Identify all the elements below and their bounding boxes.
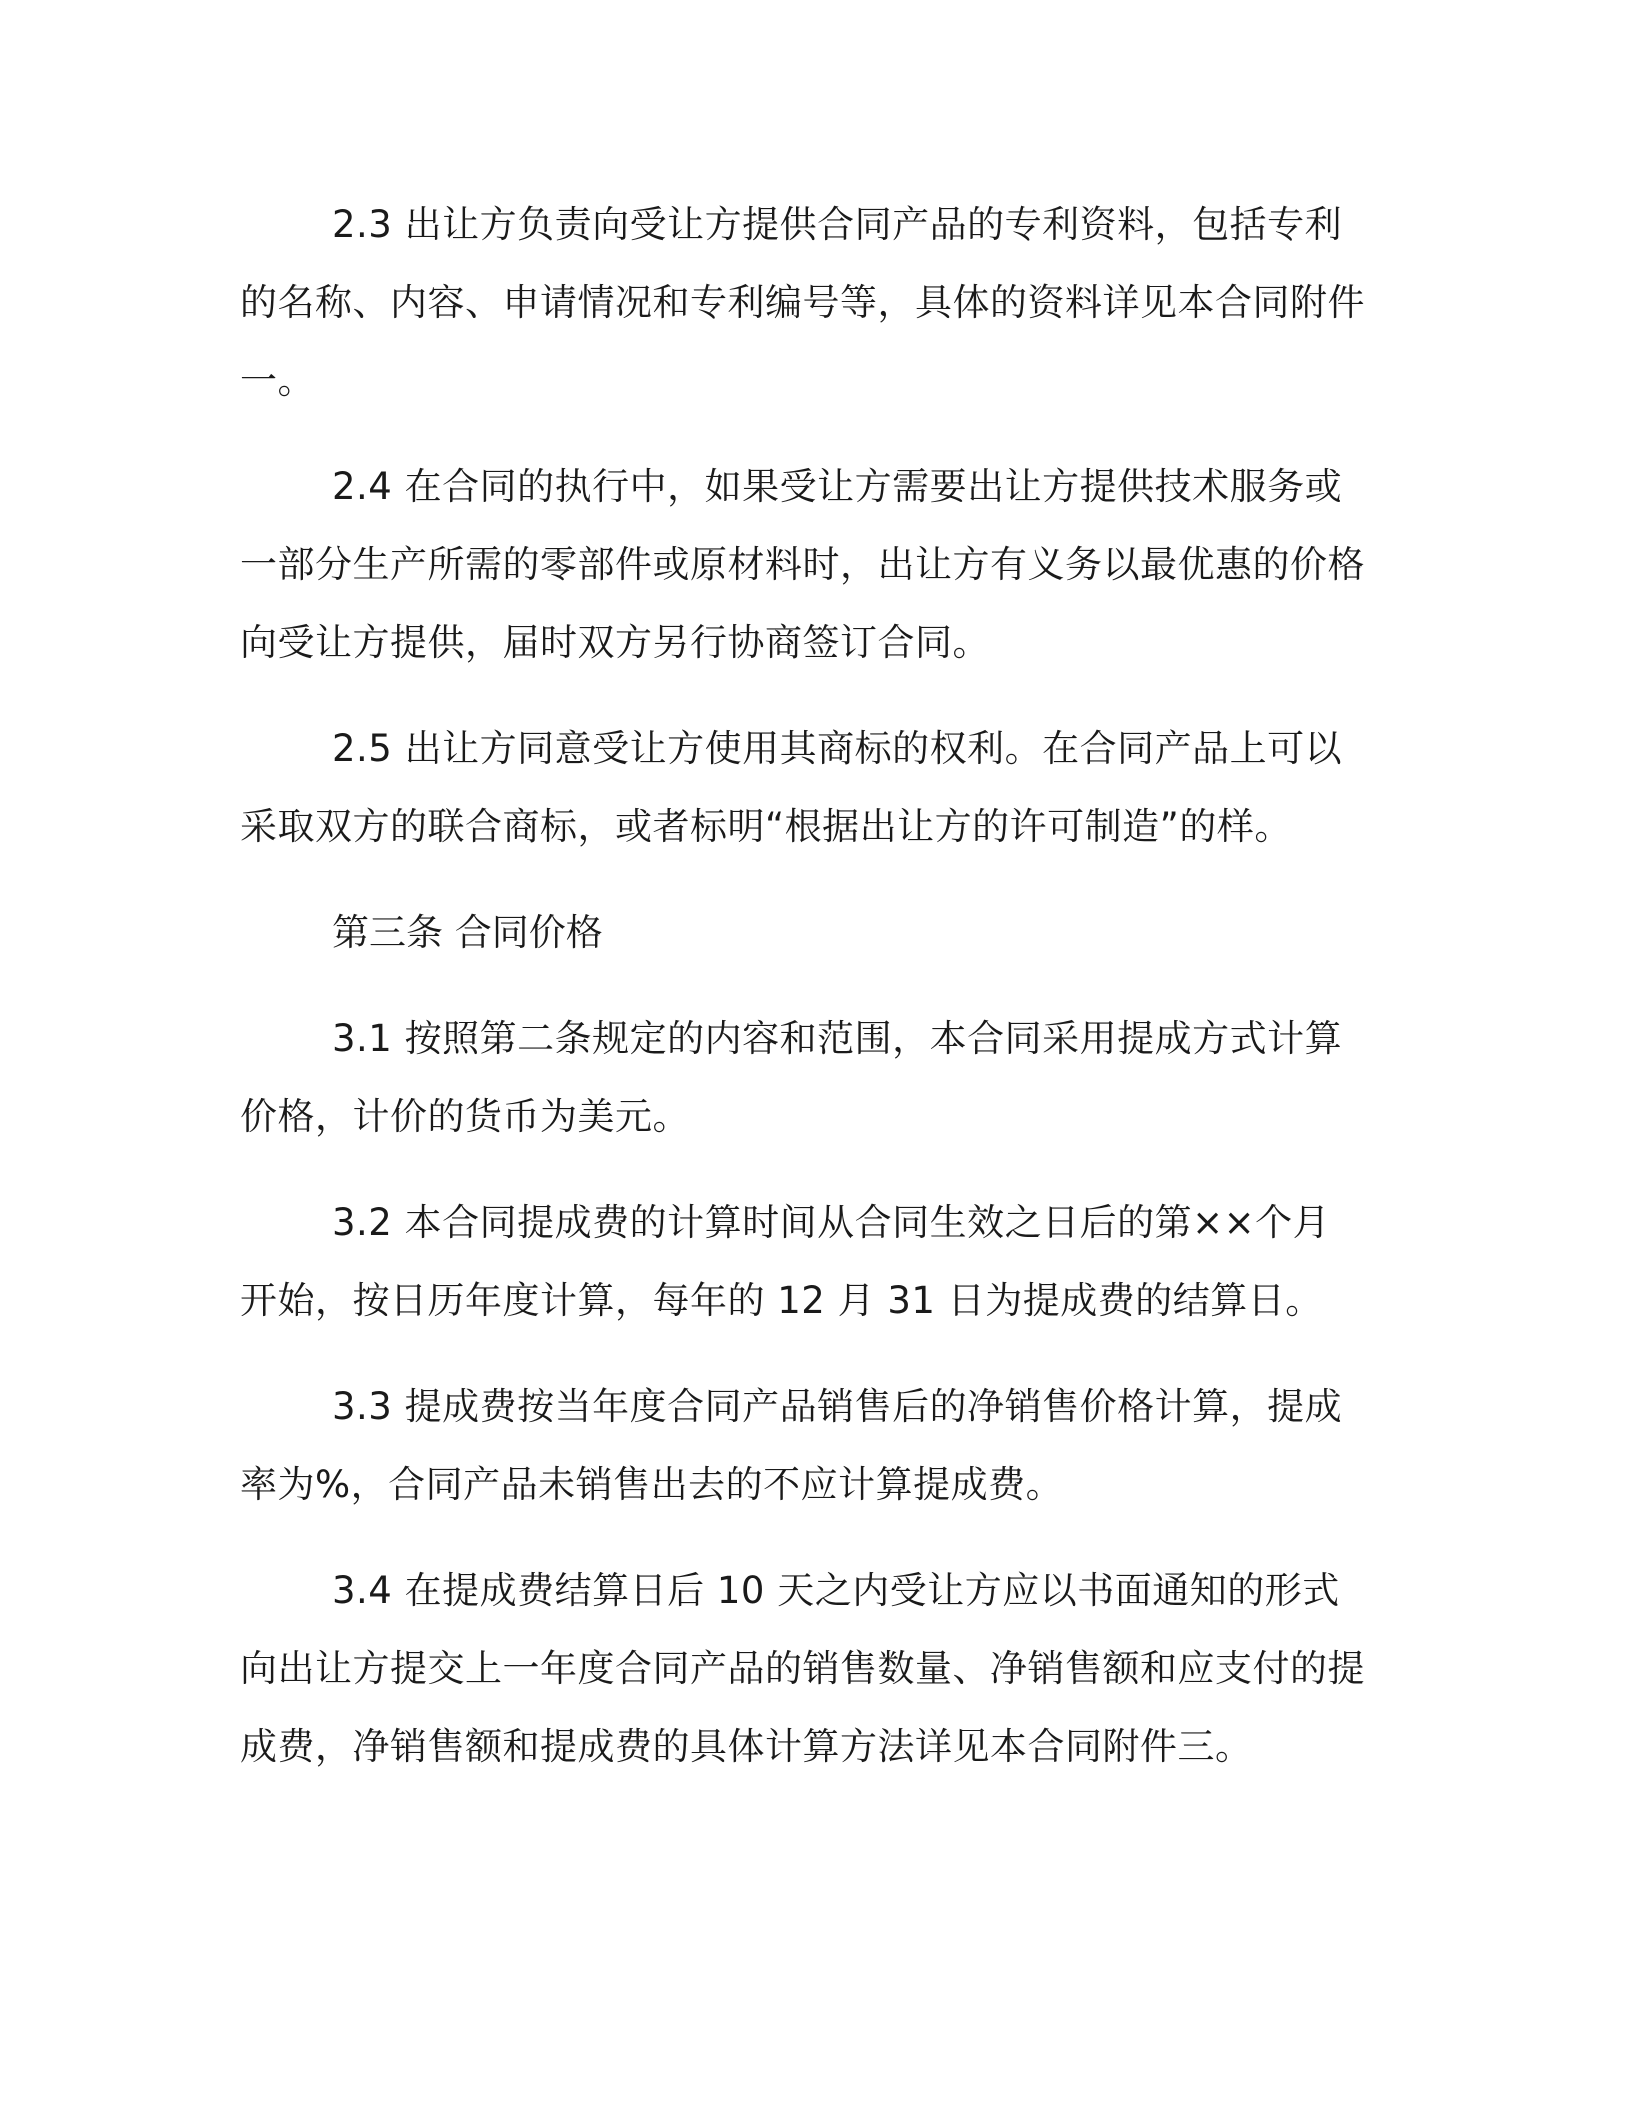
document-page [240, 186, 1365, 1814]
article-3-heading: 第三条 合同价格 [332, 911, 603, 954]
clause-2-4: 2.4 在合同的执行中，如果受让方需要出让方提供技术服务或一部分生产所需的零部件或原材料时，出让方有义务以最优惠的价格向受让方提供，届时双方另行协商签订合同。 [240, 465, 1365, 664]
clause-2-3: 2.3 出让方负责向受让方提供合同产品的专利资料，包括专利的名称、内容、申请情况和专利编号等，具体的资料详见本合同附件一。 [240, 203, 1365, 402]
clause-3-3: 3.3 提成费按当年度合同产品销售后的净销售价格计算，提成率为%，合同产品未销售出去的不应计算提成费。 [240, 1385, 1343, 1506]
clause-3-4: 3.4 在提成费结算日后 10 天之内受让方应以书面通知的形式向出让方提交上一年度合同产品的销售数量、净销售额和应支付的提成费，净销售额和提成费的具体计算方法详见本合同附件三。 [240, 1569, 1365, 1768]
clause-2-5: 2.5 出让方同意受让方使用其商标的权利。在合同产品上可以采取双方的联合商标，或者标明“根据出让方的许可制造”的样。 [240, 727, 1343, 848]
clause-3-1: 3.1 按照第二条规定的内容和范围，本合同采用提成方式计算价格，计价的货币为美元。 [240, 1017, 1343, 1138]
clause-3-2: 3.2 本合同提成费的计算时间从合同生效之日后的第××个月开始，按日历年度计算，每年的 12 月 31 日为提成费的结算日。 [240, 1201, 1331, 1322]
